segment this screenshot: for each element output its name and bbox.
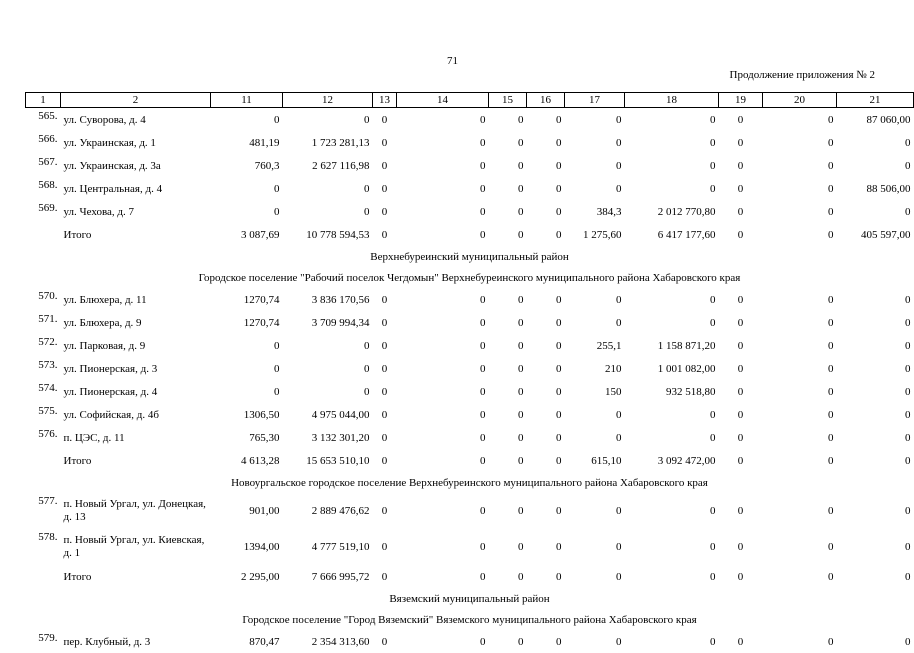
column-header: 11: [211, 93, 283, 108]
value-cell: 0: [381, 570, 388, 583]
value-cell: 0: [556, 431, 562, 444]
value-cell: 150: [605, 385, 622, 398]
value-cell: 1306,50: [243, 408, 280, 421]
value-cell: 0: [737, 136, 744, 149]
value-cell: 0: [710, 182, 716, 195]
value-cell: 0: [518, 635, 524, 648]
value-cell: 0: [905, 635, 911, 648]
value-cell: 0: [480, 228, 486, 241]
address-cell: ул. Пионерская, д. 3: [63, 362, 158, 375]
table-row: [26, 131, 914, 154]
column-header: 1: [26, 93, 61, 108]
value-cell: 0: [518, 228, 524, 241]
value-cell: 0: [905, 159, 911, 172]
value-cell: 0: [518, 339, 524, 352]
value-cell: 0: [556, 570, 562, 583]
address-cell: п. Новый Ургал, ул. Донецкая, д. 13: [63, 498, 206, 523]
value-cell: 0: [518, 159, 524, 172]
value-cell: 0: [274, 205, 280, 218]
value-cell: 2 354 313,60: [311, 635, 370, 648]
value-cell: 901,00: [249, 505, 280, 517]
value-cell: 0: [480, 362, 486, 375]
column-header: 16: [527, 93, 565, 108]
value-cell: 0: [364, 385, 370, 398]
value-cell: 0: [364, 182, 370, 195]
address-cell: ул. Парковая, д. 9: [63, 339, 146, 352]
value-cell: 0: [556, 454, 562, 467]
value-cell: 0: [364, 205, 370, 218]
value-cell: 1270,74: [243, 293, 280, 306]
value-cell: 0: [381, 159, 388, 172]
value-cell: 15 653 510,10: [306, 454, 370, 467]
value-cell: 0: [616, 136, 622, 149]
value-cell: 0: [518, 113, 524, 126]
value-cell: 0: [710, 316, 716, 329]
value-cell: 0: [480, 635, 486, 648]
address-cell: ул. Суворова, д. 4: [63, 113, 146, 126]
row-number: 570.: [38, 290, 58, 302]
value-cell: 0: [518, 182, 524, 195]
table-row: [26, 403, 914, 426]
section-heading-row: [26, 588, 914, 609]
value-cell: 0: [616, 159, 622, 172]
row-number: 579.: [38, 632, 58, 644]
value-cell: 0: [828, 113, 834, 126]
value-cell: 0: [556, 635, 562, 648]
value-cell: 0: [381, 505, 388, 517]
table-row: [26, 357, 914, 380]
value-cell: 0: [710, 431, 716, 444]
value-cell: 0: [710, 505, 716, 517]
value-cell: 0: [381, 362, 388, 375]
table-row: [26, 177, 914, 200]
value-cell: 0: [556, 541, 562, 553]
value-cell: 0: [905, 385, 911, 398]
value-cell: 1 158 871,20: [657, 339, 716, 352]
value-cell: 0: [518, 541, 524, 553]
value-cell: 0: [710, 159, 716, 172]
value-cell: 615,10: [591, 454, 622, 467]
value-cell: 0: [364, 362, 370, 375]
value-cell: 0: [274, 385, 280, 398]
value-cell: 0: [828, 293, 834, 306]
value-cell: 0: [274, 339, 280, 352]
value-cell: 0: [381, 316, 388, 329]
value-cell: 10 778 594,53: [306, 228, 370, 241]
value-cell: 0: [274, 362, 280, 375]
value-cell: 0: [381, 182, 388, 195]
column-header: 20: [763, 93, 837, 108]
value-cell: 0: [616, 182, 622, 195]
value-cell: 0: [616, 541, 622, 553]
row-number: 568.: [38, 179, 58, 191]
address-cell: ул. Пионерская, д. 4: [63, 385, 158, 398]
row-number: [26, 223, 61, 246]
row-number: 574.: [38, 382, 58, 394]
value-cell: 0: [905, 362, 911, 375]
value-cell: 0: [905, 541, 911, 553]
value-cell: 0: [710, 136, 716, 149]
column-header: 12: [283, 93, 373, 108]
data-table: [25, 92, 914, 653]
value-cell: 0: [556, 362, 562, 375]
address-cell: п. ЦЭС, д. 11: [63, 431, 125, 444]
row-number: 566.: [38, 133, 58, 145]
section-heading-row: [26, 246, 914, 267]
value-cell: 0: [828, 385, 834, 398]
section-heading-row: [26, 609, 914, 630]
value-cell: 0: [737, 182, 744, 195]
value-cell: 0: [737, 431, 744, 444]
value-cell: 0: [828, 541, 834, 553]
value-cell: 0: [905, 431, 911, 444]
value-cell: 0: [828, 505, 834, 517]
value-cell: 0: [381, 454, 388, 467]
value-cell: 0: [556, 136, 562, 149]
value-cell: 0: [828, 205, 834, 218]
value-cell: 210: [605, 362, 622, 375]
row-number: 573.: [38, 359, 58, 371]
value-cell: 0: [737, 408, 744, 421]
value-cell: 1 275,60: [583, 228, 622, 241]
section-heading-row: [26, 267, 914, 288]
table-row: [26, 334, 914, 357]
value-cell: 0: [364, 113, 370, 126]
address-cell: ул. Софийская, д. 4б: [63, 408, 159, 421]
value-cell: 1270,74: [243, 316, 280, 329]
value-cell: 0: [905, 339, 911, 352]
value-cell: 0: [737, 570, 744, 583]
page-number: 71: [447, 55, 458, 67]
value-cell: 0: [381, 431, 388, 444]
value-cell: 0: [828, 570, 834, 583]
value-cell: 0: [480, 570, 486, 583]
row-number: [26, 565, 61, 588]
appendix-label: Продолжение приложения № 2: [729, 69, 875, 81]
value-cell: 0: [828, 159, 834, 172]
value-cell: 0: [556, 408, 562, 421]
value-cell: 4 613,28: [241, 454, 280, 467]
value-cell: 0: [828, 454, 834, 467]
value-cell: 0: [737, 385, 744, 398]
table-row: [26, 529, 914, 565]
value-cell: 3 092 472,00: [657, 454, 716, 467]
value-cell: 0: [905, 570, 911, 583]
value-cell: 0: [828, 339, 834, 352]
value-cell: 0: [616, 316, 622, 329]
value-cell: 0: [480, 385, 486, 398]
value-cell: 0: [616, 635, 622, 648]
section-heading: Верхнебуреинский муниципальный район: [370, 250, 569, 263]
value-cell: 0: [518, 408, 524, 421]
value-cell: 0: [381, 541, 388, 553]
value-cell: 0: [518, 454, 524, 467]
value-cell: 0: [905, 205, 911, 218]
value-cell: 0: [737, 635, 744, 648]
column-header: 13: [373, 93, 397, 108]
value-cell: 3 709 994,34: [311, 316, 370, 329]
address-cell: ул. Чехова, д. 7: [63, 205, 135, 218]
value-cell: 0: [518, 362, 524, 375]
value-cell: 1 001 082,00: [657, 362, 716, 375]
address-cell: пер. Клубный, д. 3: [63, 635, 151, 648]
value-cell: 0: [556, 228, 562, 241]
value-cell: 0: [737, 505, 744, 517]
value-cell: 0: [737, 541, 744, 553]
value-cell: 0: [737, 316, 744, 329]
value-cell: 2 627 116,98: [312, 159, 370, 172]
value-cell: 0: [616, 431, 622, 444]
table-header-row: [26, 93, 914, 108]
value-cell: 0: [556, 182, 562, 195]
address-cell: Итого: [63, 454, 92, 467]
value-cell: 1394,00: [243, 541, 280, 553]
address-cell: Итого: [63, 570, 92, 583]
value-cell: 0: [556, 339, 562, 352]
value-cell: 0: [480, 159, 486, 172]
row-number: 569.: [38, 202, 58, 214]
value-cell: 0: [381, 113, 388, 126]
section-heading: Городское поселение "Рабочий поселок Чегдомын" Верхнебуреинского муниципального района Хабаровского края: [198, 271, 741, 284]
section-heading: Вяземский муниципальный район: [389, 592, 550, 605]
value-cell: 0: [518, 385, 524, 398]
value-cell: 0: [905, 293, 911, 306]
row-number: 572.: [38, 336, 58, 348]
table-row: [26, 311, 914, 334]
address-cell: ул. Центральная, д. 4: [63, 182, 163, 195]
value-cell: 0: [274, 182, 280, 195]
value-cell: 0: [518, 316, 524, 329]
value-cell: 0: [737, 293, 744, 306]
value-cell: 0: [480, 113, 486, 126]
value-cell: 0: [480, 541, 486, 553]
address-cell: ул. Украинская, д. 3а: [63, 159, 161, 172]
value-cell: 0: [381, 228, 388, 241]
address-cell: п. Новый Ургал, ул. Киевская, д. 1: [63, 534, 205, 559]
row-number: 576.: [38, 428, 58, 440]
total-row: [26, 223, 914, 246]
value-cell: 0: [480, 505, 486, 517]
value-cell: 481,19: [249, 136, 280, 149]
table-row: [26, 426, 914, 449]
value-cell: 0: [616, 570, 622, 583]
value-cell: 0: [905, 505, 911, 517]
value-cell: 0: [480, 408, 486, 421]
value-cell: 0: [556, 113, 562, 126]
value-cell: 0: [556, 159, 562, 172]
value-cell: 0: [381, 136, 388, 149]
value-cell: 0: [737, 159, 744, 172]
value-cell: 0: [556, 316, 562, 329]
value-cell: 405 597,00: [861, 228, 911, 241]
value-cell: 0: [381, 339, 388, 352]
value-cell: 3 087,69: [241, 228, 280, 241]
column-header: 2: [61, 93, 211, 108]
value-cell: 0: [616, 505, 622, 517]
value-cell: 0: [480, 293, 486, 306]
value-cell: 0: [828, 316, 834, 329]
value-cell: 0: [828, 431, 834, 444]
table-row: [26, 380, 914, 403]
value-cell: 0: [480, 339, 486, 352]
value-cell: 0: [518, 505, 524, 517]
row-number: 565.: [38, 110, 58, 122]
table-row: [26, 154, 914, 177]
value-cell: 0: [480, 454, 486, 467]
value-cell: 0: [737, 205, 744, 218]
value-cell: 0: [480, 431, 486, 444]
value-cell: 0: [828, 228, 834, 241]
value-cell: 87 060,00: [866, 113, 911, 126]
table-row: [26, 288, 914, 311]
value-cell: 0: [518, 136, 524, 149]
value-cell: 0: [480, 205, 486, 218]
value-cell: 0: [616, 293, 622, 306]
value-cell: 255,1: [596, 339, 622, 352]
address-cell: ул. Блюхера, д. 11: [63, 293, 147, 306]
table-row: [26, 200, 914, 223]
table-row: [26, 493, 914, 529]
value-cell: 0: [364, 339, 370, 352]
row-number: 571.: [38, 313, 58, 325]
column-header: 15: [489, 93, 527, 108]
row-number: 567.: [38, 156, 58, 168]
value-cell: 4 777 519,10: [311, 541, 370, 553]
value-cell: 0: [274, 113, 280, 126]
value-cell: 0: [710, 293, 716, 306]
value-cell: 4 975 044,00: [311, 408, 370, 421]
value-cell: 3 132 301,20: [311, 431, 370, 444]
value-cell: 0: [556, 205, 562, 218]
value-cell: 0: [905, 408, 911, 421]
value-cell: 0: [710, 570, 716, 583]
value-cell: 0: [616, 408, 622, 421]
row-number: [26, 449, 61, 472]
value-cell: 7 666 995,72: [311, 570, 370, 583]
column-header: 21: [837, 93, 914, 108]
address-cell: ул. Украинская, д. 1: [63, 136, 156, 149]
value-cell: 0: [710, 408, 716, 421]
value-cell: 870,47: [249, 635, 280, 648]
value-cell: 0: [737, 228, 744, 241]
row-number: 577.: [38, 495, 58, 507]
value-cell: 0: [905, 136, 911, 149]
row-number: 575.: [38, 405, 58, 417]
value-cell: 0: [381, 205, 388, 218]
value-cell: 0: [480, 136, 486, 149]
value-cell: 0: [518, 570, 524, 583]
value-cell: 760,3: [254, 159, 280, 172]
value-cell: 0: [710, 635, 716, 648]
total-row: [26, 449, 914, 472]
value-cell: 0: [556, 293, 562, 306]
section-heading-row: [26, 472, 914, 493]
value-cell: 0: [710, 113, 716, 126]
value-cell: 765,30: [249, 431, 280, 444]
value-cell: 0: [381, 635, 388, 648]
value-cell: 0: [905, 316, 911, 329]
total-row: [26, 565, 914, 588]
table-row: [26, 108, 914, 132]
value-cell: 2 012 770,80: [657, 205, 716, 218]
column-header: 14: [397, 93, 489, 108]
column-header: 19: [719, 93, 763, 108]
value-cell: 0: [518, 293, 524, 306]
value-cell: 0: [828, 136, 834, 149]
value-cell: 0: [905, 454, 911, 467]
column-header: 18: [625, 93, 719, 108]
table-row: [26, 630, 914, 653]
address-cell: ул. Блюхера, д. 9: [63, 316, 142, 329]
value-cell: 0: [480, 316, 486, 329]
value-cell: 0: [480, 182, 486, 195]
value-cell: 0: [381, 408, 388, 421]
value-cell: 0: [616, 113, 622, 126]
section-heading: Новоургальское городское поселение Верхнебуреинского муниципального района Хабаровского края: [231, 476, 708, 489]
value-cell: 0: [737, 454, 744, 467]
value-cell: 0: [518, 431, 524, 444]
value-cell: 0: [737, 113, 744, 126]
section-heading: Городское поселение "Город Вяземский" Вяземского муниципального района Хабаровского края: [242, 613, 697, 626]
value-cell: 0: [556, 505, 562, 517]
value-cell: 3 836 170,56: [311, 293, 370, 306]
value-cell: 2 295,00: [241, 570, 280, 583]
value-cell: 0: [518, 205, 524, 218]
value-cell: 0: [828, 182, 834, 195]
value-cell: 0: [710, 541, 716, 553]
value-cell: 0: [828, 408, 834, 421]
value-cell: 88 506,00: [866, 182, 911, 195]
value-cell: 6 417 177,60: [657, 228, 716, 241]
value-cell: 0: [381, 385, 388, 398]
value-cell: 0: [556, 385, 562, 398]
value-cell: 0: [737, 339, 744, 352]
value-cell: 0: [381, 293, 388, 306]
value-cell: 932 518,80: [666, 385, 716, 398]
value-cell: 0: [828, 362, 834, 375]
address-cell: Итого: [63, 228, 92, 241]
value-cell: 0: [828, 635, 834, 648]
column-header: 17: [565, 93, 625, 108]
value-cell: 384,3: [596, 205, 622, 218]
row-number: 578.: [38, 531, 58, 543]
value-cell: 2 889 476,62: [311, 505, 370, 517]
value-cell: 0: [737, 362, 744, 375]
value-cell: 1 723 281,13: [311, 136, 370, 149]
